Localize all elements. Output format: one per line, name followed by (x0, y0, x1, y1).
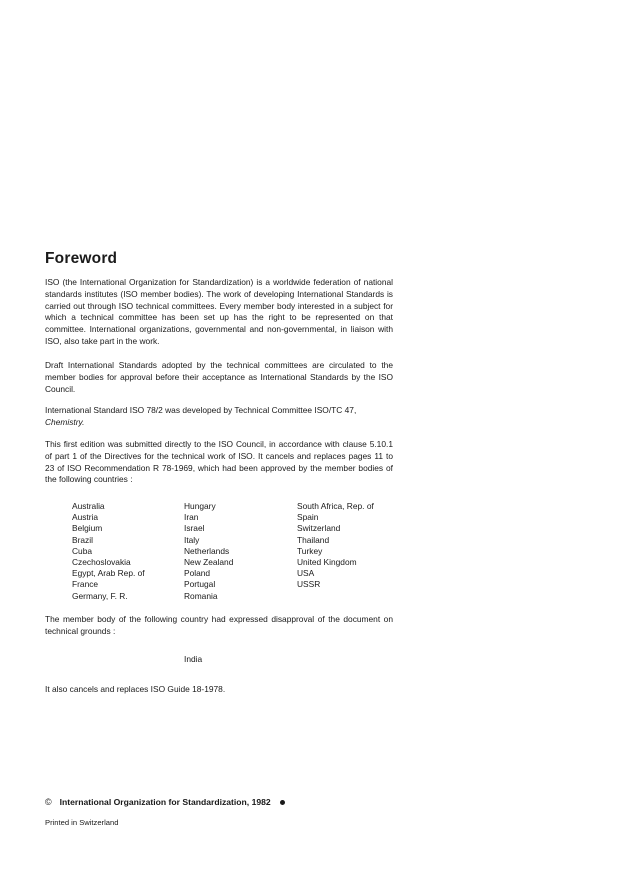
list-item: Switzerland (297, 523, 341, 534)
list-item: USSR (297, 579, 321, 590)
developed-by-text: International Standard ISO 78/2 was developed by Technical Committee ISO/TC 47, (45, 405, 357, 415)
committee-name: Chemistry. (45, 416, 85, 427)
list-item: Spain (297, 512, 319, 523)
country-list-column-3 (297, 501, 374, 591)
paragraph-first-edition: This first edition was submitted directly to the ISO Council, in accordance with clause 5.10.1 of part 1 of the Directives for the technical work of ISO. It cancels and replaces pages 11 to 23 of ISO Recommendation R 78-1969, which had been approved by the member bodies of the following countries : (45, 439, 393, 485)
copyright-text: International Organization for Standardization, 1982 (59, 797, 271, 807)
list-item: Germany, F. R. (72, 590, 128, 601)
copyright-icon: © (45, 797, 52, 807)
page-title: Foreword (45, 250, 118, 267)
list-item: France (72, 579, 99, 590)
list-item: New Zealand (184, 557, 234, 568)
paragraph-iso-intro: ISO (the International Organization for Standardization) is a worldwide federation of national standards institutes (ISO member bodies). The work of developing International Standards is carried out through ISO technical committees. Every member body interested in a subject for which a technical committee has been set up has the right to be represented on that committee. International organizations, governmental and non-governmental, in liaison with ISO, also take part in the work. (45, 277, 393, 346)
paragraph-cancels-guide: It also cancels and replaces ISO Guide 18-1978. (45, 684, 226, 694)
country-list-column-2 (184, 501, 233, 602)
printed-in-note: Printed in Switzerland (45, 818, 119, 827)
list-item: Turkey (297, 545, 323, 556)
list-item: Czechoslovakia (72, 557, 131, 568)
list-item: South Africa, Rep. of (297, 501, 374, 511)
list-item: Portugal (184, 579, 216, 590)
list-item: Belgium (72, 523, 103, 534)
paragraph-disapproval: The member body of the following country had expressed disapproval of the document on technical grounds : (45, 614, 393, 636)
list-item: Netherlands (184, 545, 230, 556)
paragraph-draft-standards: Draft International Standards adopted by the technical committees are circulated to the member bodies for approval before their acceptance as International Standards by the ISO Council. (45, 360, 393, 394)
list-item: USA (297, 568, 315, 579)
paragraph-developed-by (45, 405, 393, 429)
list-item: Italy (184, 534, 200, 545)
list-item: Brazil (72, 534, 93, 545)
list-item: United Kingdom (297, 557, 357, 568)
list-item: Poland (184, 568, 211, 579)
bullet-dot-icon (280, 800, 285, 805)
disapproval-country: India (184, 654, 203, 664)
list-item: Austria (72, 512, 99, 523)
copyright-line (45, 797, 285, 807)
list-item: Egypt, Arab Rep. of (72, 568, 145, 579)
country-list-column-1 (72, 501, 145, 602)
list-item: Thailand (297, 534, 330, 545)
list-item: Israel (184, 523, 205, 534)
list-item: Iran (184, 512, 199, 523)
list-item: Cuba (72, 545, 93, 556)
list-item: Hungary (184, 501, 216, 511)
list-item: Australia (72, 501, 105, 511)
list-item: Romania (184, 590, 218, 601)
